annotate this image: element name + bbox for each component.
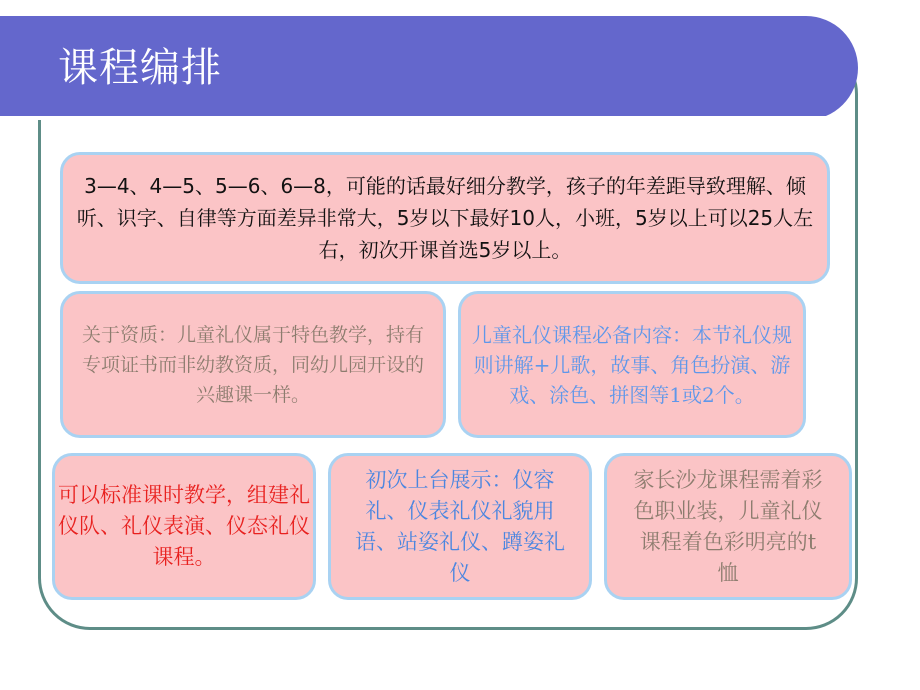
parent-salon-box: [604, 453, 852, 600]
age-groups-box: [60, 152, 830, 284]
required-content-box: [458, 291, 806, 438]
parent-salon-text: 家长沙龙课程需着彩色职业装，儿童礼仪课程着色彩明亮的t恤: [633, 467, 823, 585]
slide-title: 课程编排: [58, 45, 222, 91]
qualification-text: 关于资质：儿童礼仪属于特色教学，持有专项证书而非幼教资质，同幼儿园开设的兴趣课一样。: [81, 323, 424, 406]
title-underline: [0, 116, 840, 120]
first-show-box: [328, 453, 592, 600]
first-show-text: 初次上台展示：仪容礼、仪表礼仪礼貌用语、站姿礼仪、蹲姿礼仪: [355, 467, 565, 585]
required-content-text: 儿童礼仪课程必备内容：本节礼仪规则讲解+儿歌，故事、角色扮演、游戏、涂色、拼图等1或2个。: [472, 322, 792, 407]
age-groups-text: 3—4、4—5、5—6、6—8，可能的话最好细分教学，孩子的年差距导致理解、倾听、识字、自律等方面差异非常大，5岁以下最好10人，小班，5岁以上可以25人左右，初次开课首选5岁以上。: [76, 174, 814, 262]
standard-teaching-text: 可以标准课时教学，组建礼仪队、礼仪表演、仪态礼仪课程。: [58, 483, 310, 569]
standard-teaching-box: [52, 453, 316, 600]
qualification-box: [60, 291, 446, 438]
